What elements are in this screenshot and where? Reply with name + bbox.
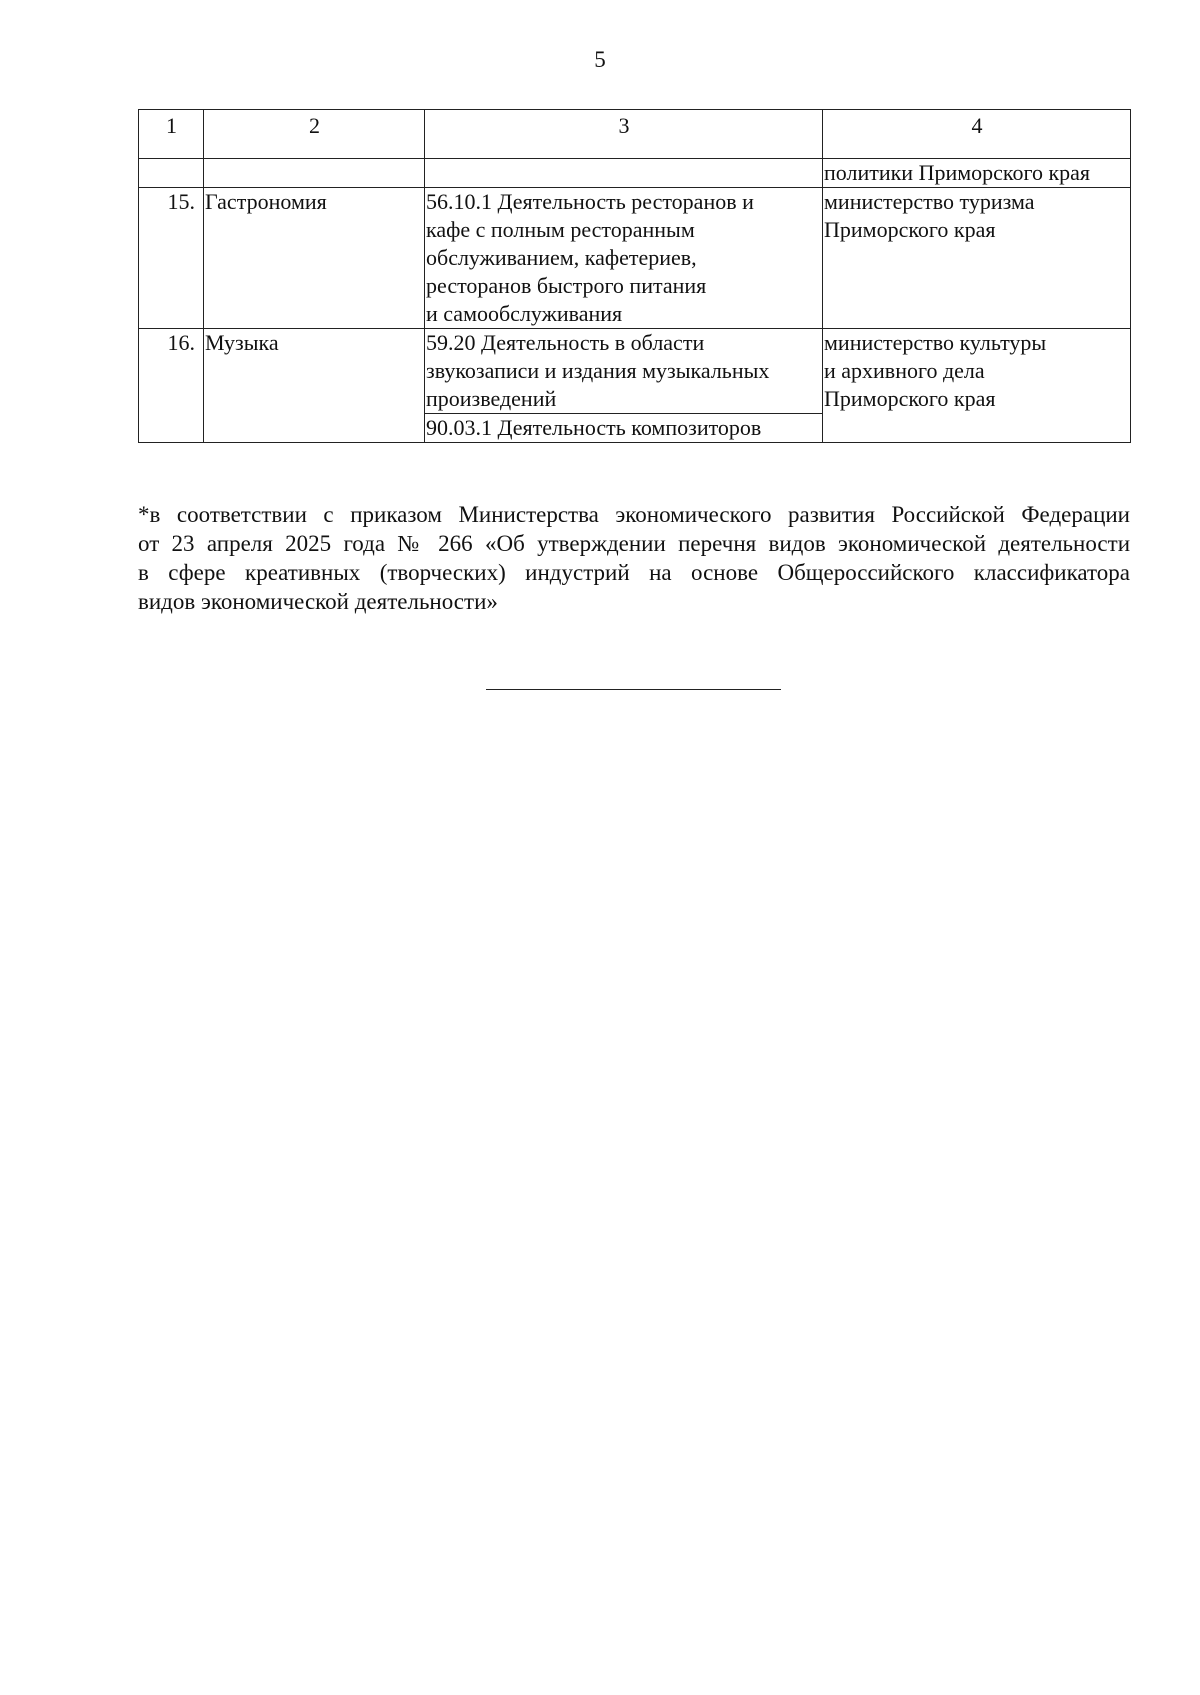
- continuation-cell-2: [204, 159, 425, 188]
- header-col-3: 3: [425, 110, 823, 159]
- row-number: 15.: [139, 188, 204, 329]
- row-number: 16.: [139, 329, 204, 443]
- activity-line: обслуживанием, кафетериев,: [426, 245, 697, 270]
- authority-line: Приморского края: [824, 217, 996, 242]
- activity-cell: [425, 188, 823, 329]
- page-number: 5: [594, 47, 606, 72]
- footnote: [138, 500, 1130, 616]
- authority-cell: [823, 329, 1131, 443]
- footnote-line: *в соответствии с приказом Министерства экономического развития Российской Федерации: [138, 502, 1130, 527]
- footnote-line: от 23 апреля 2025 года № 266 «Об утверждении перечня видов экономической деятельности: [138, 531, 1130, 556]
- table-row: [139, 188, 1131, 329]
- header-col-1: 1: [139, 110, 204, 159]
- activity-line: ресторанов быстрого питания: [426, 273, 707, 298]
- authority-line: и архивного дела: [824, 358, 985, 383]
- activity-line: и самообслуживания: [426, 301, 623, 326]
- activity-line: 56.10.1 Деятельность ресторанов и: [426, 189, 754, 214]
- industries-table: [138, 109, 1131, 443]
- industry-name: Гастрономия: [204, 188, 425, 329]
- activity-line: 90.03.1 Деятельность композиторов: [426, 415, 762, 440]
- authority-cell: [823, 188, 1131, 329]
- activity-line: 59.20 Деятельность в области: [426, 330, 705, 355]
- table-header-row: [139, 110, 1131, 159]
- authority-line: министерство туризма: [824, 189, 1035, 214]
- end-divider: [486, 689, 781, 690]
- footnote-line: в сфере креативных (творческих) индустрий на основе Общероссийского классификатора: [138, 560, 1130, 585]
- authority-line: министерство культуры: [824, 330, 1047, 355]
- activity-line: кафе с полным ресторанным: [426, 217, 695, 242]
- industry-name: Музыка: [204, 329, 425, 443]
- continuation-authority: политики Приморского края: [823, 159, 1131, 188]
- continuation-cell-1: [139, 159, 204, 188]
- activity-line: звукозаписи и издания музыкальных: [426, 358, 770, 383]
- table-row: [139, 329, 1131, 414]
- continuation-row: [139, 159, 1131, 188]
- activity-cell: [425, 414, 823, 443]
- activity-line: произведений: [426, 386, 557, 411]
- continuation-cell-3: [425, 159, 823, 188]
- footnote-line: видов экономической деятельности»: [138, 589, 498, 614]
- activity-cell: [425, 329, 823, 414]
- header-col-2: 2: [204, 110, 425, 159]
- authority-line: Приморского края: [824, 386, 996, 411]
- header-col-4: 4: [823, 110, 1131, 159]
